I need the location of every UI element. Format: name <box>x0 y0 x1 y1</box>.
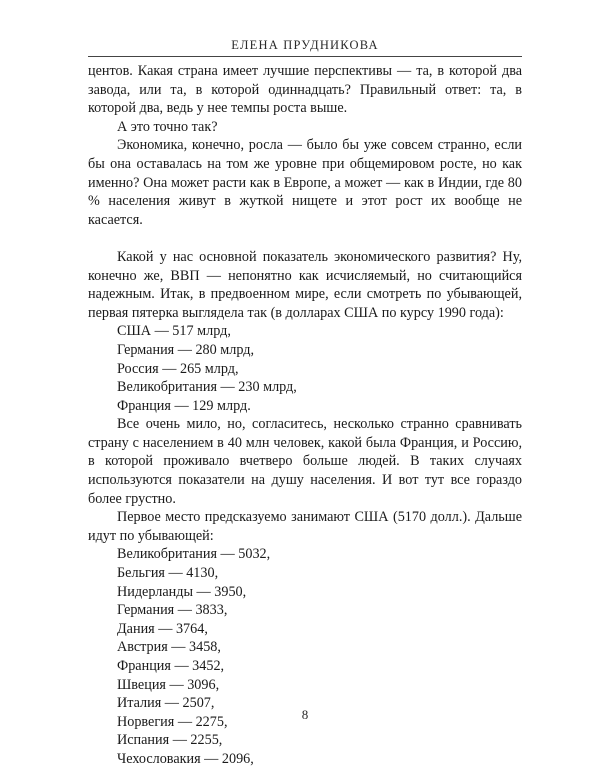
list-item: Дания — 3764, <box>117 620 208 637</box>
list-item: Франция — 129 млрд. <box>117 397 251 414</box>
list-item: Россия — 265 млрд, <box>117 360 239 377</box>
list-item: Германия — 3833, <box>117 602 228 619</box>
list-item: Великобритания — 230 млрд, <box>117 379 297 396</box>
list-item: Швеция — 3096, <box>117 676 220 693</box>
list-item: США — 517 млрд, <box>117 323 231 340</box>
paragraph-continued: центов. Какая страна имеет лучшие перспективы — та, в которой два завода, или та, в которой одиннадцать? Правильный ответ: та, в которой два, ведь у нее темпы роста выше. <box>88 63 522 117</box>
list-item: Австрия — 3458, <box>117 639 221 656</box>
paragraph-question: А это точно так? <box>117 118 218 135</box>
paragraph-economy-growth: Экономика, конечно, росла — было бы уже совсем странно, если бы она оставалась на том же уровне при общемировом росте, но как именно? Она может расти как в Европе, а может — как в Индии, где 80 % населения живут в жуткой нищете и этот рост их вообще не касается. <box>88 137 522 228</box>
header-rule <box>88 56 522 57</box>
paragraph-gdp-intro: Какой у нас основной показатель экономического развития? Ну, конечно же, ВВП — непонятно как исчисляемый, но считающийся надежным. Итак, в предвоенном мире, если смотреть по убывающей, первая пятерка выглядела так (в долларах США по курсу 1990 года): <box>88 248 522 321</box>
list-item: Чехословакия — 2096, <box>117 750 254 767</box>
list-item: Великобритания — 5032, <box>117 546 271 563</box>
paragraph-ranking-intro: Первое место предсказуемо занимают США (5170 долл.). Дальше идут по убывающей: <box>88 509 522 544</box>
paragraph-per-capita-intro: Все очень мило, но, согласитесь, несколько странно сравнивать страну с населением в 40 млн человек, какой была Франция, и Россию, в которой проживало вчетверо больше людей. В таких случаях используются показатели на душу населения. И вот тут все гораздо более грустно. <box>88 416 522 507</box>
running-head: ЕЛЕНА ПРУДНИКОВА <box>231 38 379 52</box>
page-number: 8 <box>301 707 309 722</box>
body-text <box>88 62 522 769</box>
list-item: Нидерланды — 3950, <box>117 583 247 600</box>
list-item: Италия — 2507, <box>117 695 215 712</box>
gdp-list <box>88 322 522 415</box>
list-item: Германия — 280 млрд, <box>117 341 255 358</box>
list-item: Испания — 2255, <box>117 732 223 749</box>
per-capita-list <box>88 545 522 768</box>
list-item: Франция — 3452, <box>117 658 225 674</box>
list-item: Бельгия — 4130, <box>117 565 219 582</box>
list-item: Норвегия — 2275, <box>117 713 228 730</box>
